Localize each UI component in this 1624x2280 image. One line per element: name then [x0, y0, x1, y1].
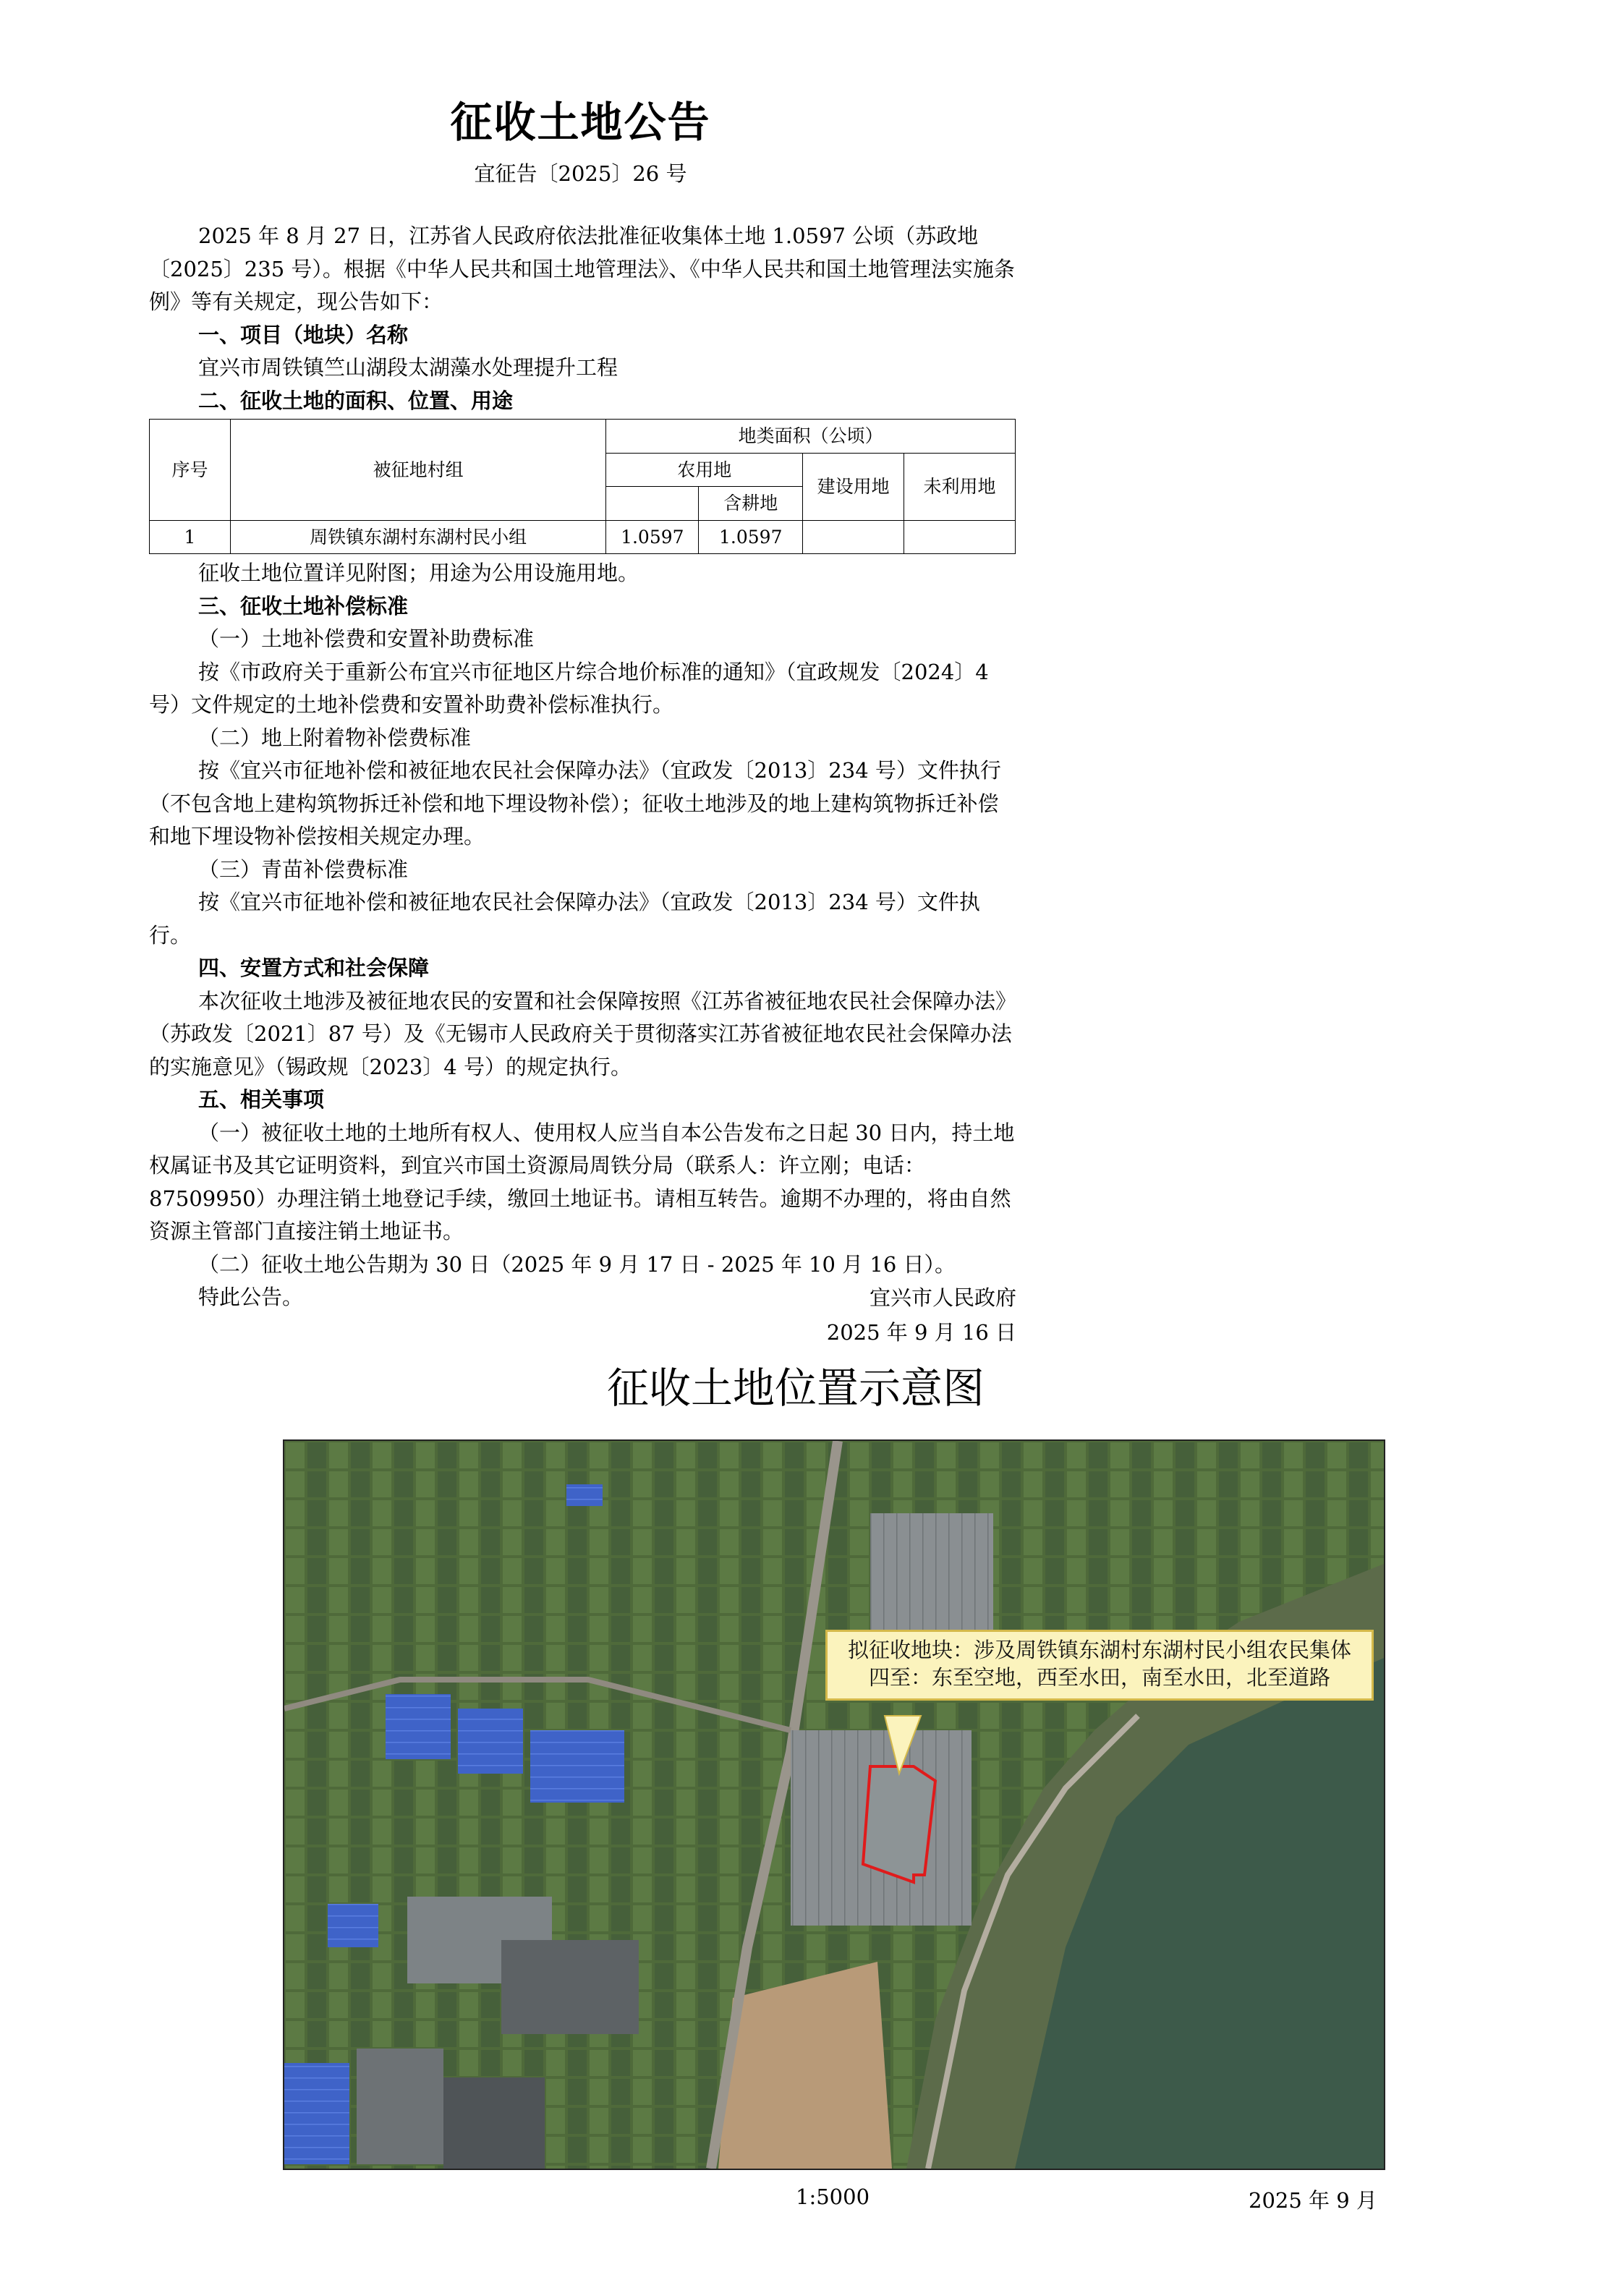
- blue-roof-building: [530, 1730, 624, 1803]
- s3-subheading-3: （三）青苗补偿费标准: [198, 856, 409, 882]
- header-construction-land: 建设用地: [803, 453, 904, 520]
- issue-date: 2025 年 9 月 16 日: [826, 1320, 1016, 1345]
- parcel-callout: [825, 1630, 1374, 1701]
- intro-paragraph: 2025 年 8 月 27 日，江苏省人民政府依法批准征收集体土地 1.0597 公顷（苏政地〔2025〕235 号）。根据《中华人民共和国土地管理法》、《中华人民共和国土地管理法实施条例》等有关规定，现公告如下：: [149, 224, 1015, 314]
- location-usage-note: 征收土地位置详见附图；用途为公用设施用地。: [198, 561, 639, 585]
- issuer: 宜兴市人民政府: [869, 1285, 1016, 1310]
- table-row: [150, 520, 1016, 554]
- map-title: 征收土地位置示意图: [606, 1364, 985, 1413]
- greenhouse-cluster: [870, 1513, 993, 1643]
- header-unused-land: 未利用地: [904, 453, 1016, 520]
- section5-heading: 五、相关事项: [198, 1087, 325, 1112]
- cell-serial: 1: [150, 520, 231, 554]
- header-land-area: 地类面积（公顷）: [606, 420, 1016, 454]
- section2-heading: 二、征收土地的面积、位置、用途: [198, 388, 514, 413]
- announcement-body: [149, 220, 1016, 1314]
- land-area-table: [149, 419, 1016, 554]
- s3-subheading-1: （一）土地补偿费和安置补助费标准: [198, 626, 535, 651]
- s3-text-2: 按《宜兴市征地补偿和被征地农民社会保障办法》（宜政发〔2013〕234 号）文件执行（不包含地上建构筑物拆迁补偿和地下埋设物补偿）；征收土地涉及的地上建构筑物拆迁补偿和地下埋设物补偿按相关规定办理。: [149, 758, 1001, 848]
- s3-text-1: 按《市政府关于重新公布宜兴市征地区片综合地价标准的通知》（宜政规发〔2024〕4 号）文件规定的土地补偿费和安置补助费补偿标准执行。: [149, 659, 989, 717]
- factory-building: [443, 2077, 545, 2169]
- s5-text-2: （二）征收土地公告期为 30 日（2025 年 9 月 17 日 - 2025 年 10 月 16 日）。: [198, 1251, 956, 1277]
- s5-text-1: （一）被征收土地的土地所有权人、使用权人应当自本公告发布之日起 30 日内，持土地权属证书及其它证明资料，到宜兴市国土资源局周铁分局（联系人：许立刚；电话：87509950）办理注销土地登记手续，缴回土地证书。请相互转告。逾期不办理的，将由自然资源主管部门直接注销土地证书。: [149, 1120, 1015, 1243]
- announcement-title: 征收土地公告: [450, 98, 711, 147]
- s4-text: 本次征收土地涉及被征地农民的安置和社会保障按照《江苏省被征地农民社会保障办法》（苏政发〔2021〕87 号）及《无锡市人民政府关于贯彻落实江苏省被征地农民社会保障办法的实施意见》（锡政规〔2023〕4 号）的规定执行。: [149, 988, 1012, 1079]
- section1-heading: 一、项目（地块）名称: [198, 322, 409, 347]
- header-serial: 序号: [150, 420, 231, 521]
- blue-roof-building: [458, 1709, 523, 1774]
- callout-line-1: 拟征收地块：涉及周铁镇东湖村东湖村民小组农民集体: [847, 1638, 1351, 1662]
- header-village-group: 被征地村组: [230, 420, 605, 521]
- project-name: 宜兴市周铁镇竺山湖段太湖藻水处理提升工程: [198, 355, 618, 380]
- cell-unused: [904, 520, 1016, 554]
- cell-village-group: 周铁镇东湖村东湖村民小组: [230, 520, 605, 554]
- header-cultivated: 含耕地: [699, 487, 803, 521]
- blue-roof-building: [284, 2063, 349, 2164]
- satellite-image: [284, 1441, 1384, 2169]
- section4-heading: 四、安置方式和社会保障: [198, 956, 430, 980]
- blue-roof-building: [328, 1904, 378, 1947]
- blue-roof-building: [566, 1484, 603, 1506]
- map-scale: 1:5000: [796, 2185, 870, 2209]
- closing-text: 特此公告。: [198, 1285, 304, 1309]
- header-farmland: 农用地: [606, 453, 803, 487]
- callout-line-2: 四至：东至空地，西至水田，南至水田，北至道路: [868, 1665, 1330, 1690]
- location-map: [283, 1439, 1385, 2170]
- cell-construction: [803, 520, 904, 554]
- header-farmland-blank: [606, 487, 699, 521]
- map-date: 2025 年 9 月: [1249, 2188, 1377, 2213]
- s3-text-3: 按《宜兴市征地补偿和被征地农民社会保障办法》（宜政发〔2013〕234 号）文件执行。: [149, 890, 980, 948]
- expropriated-parcel: [863, 1766, 935, 1882]
- section3-heading: 三、征收土地补偿标准: [198, 593, 409, 618]
- cell-cultivated: 1.0597: [699, 520, 803, 554]
- cell-farmland: 1.0597: [606, 520, 699, 554]
- s3-subheading-2: （二）地上附着物补偿费标准: [198, 725, 472, 750]
- factory-building: [357, 2049, 443, 2164]
- factory-building: [501, 1940, 639, 2034]
- document-number: 宜征告〔2025〕26 号: [474, 161, 687, 186]
- blue-roof-building: [386, 1694, 451, 1759]
